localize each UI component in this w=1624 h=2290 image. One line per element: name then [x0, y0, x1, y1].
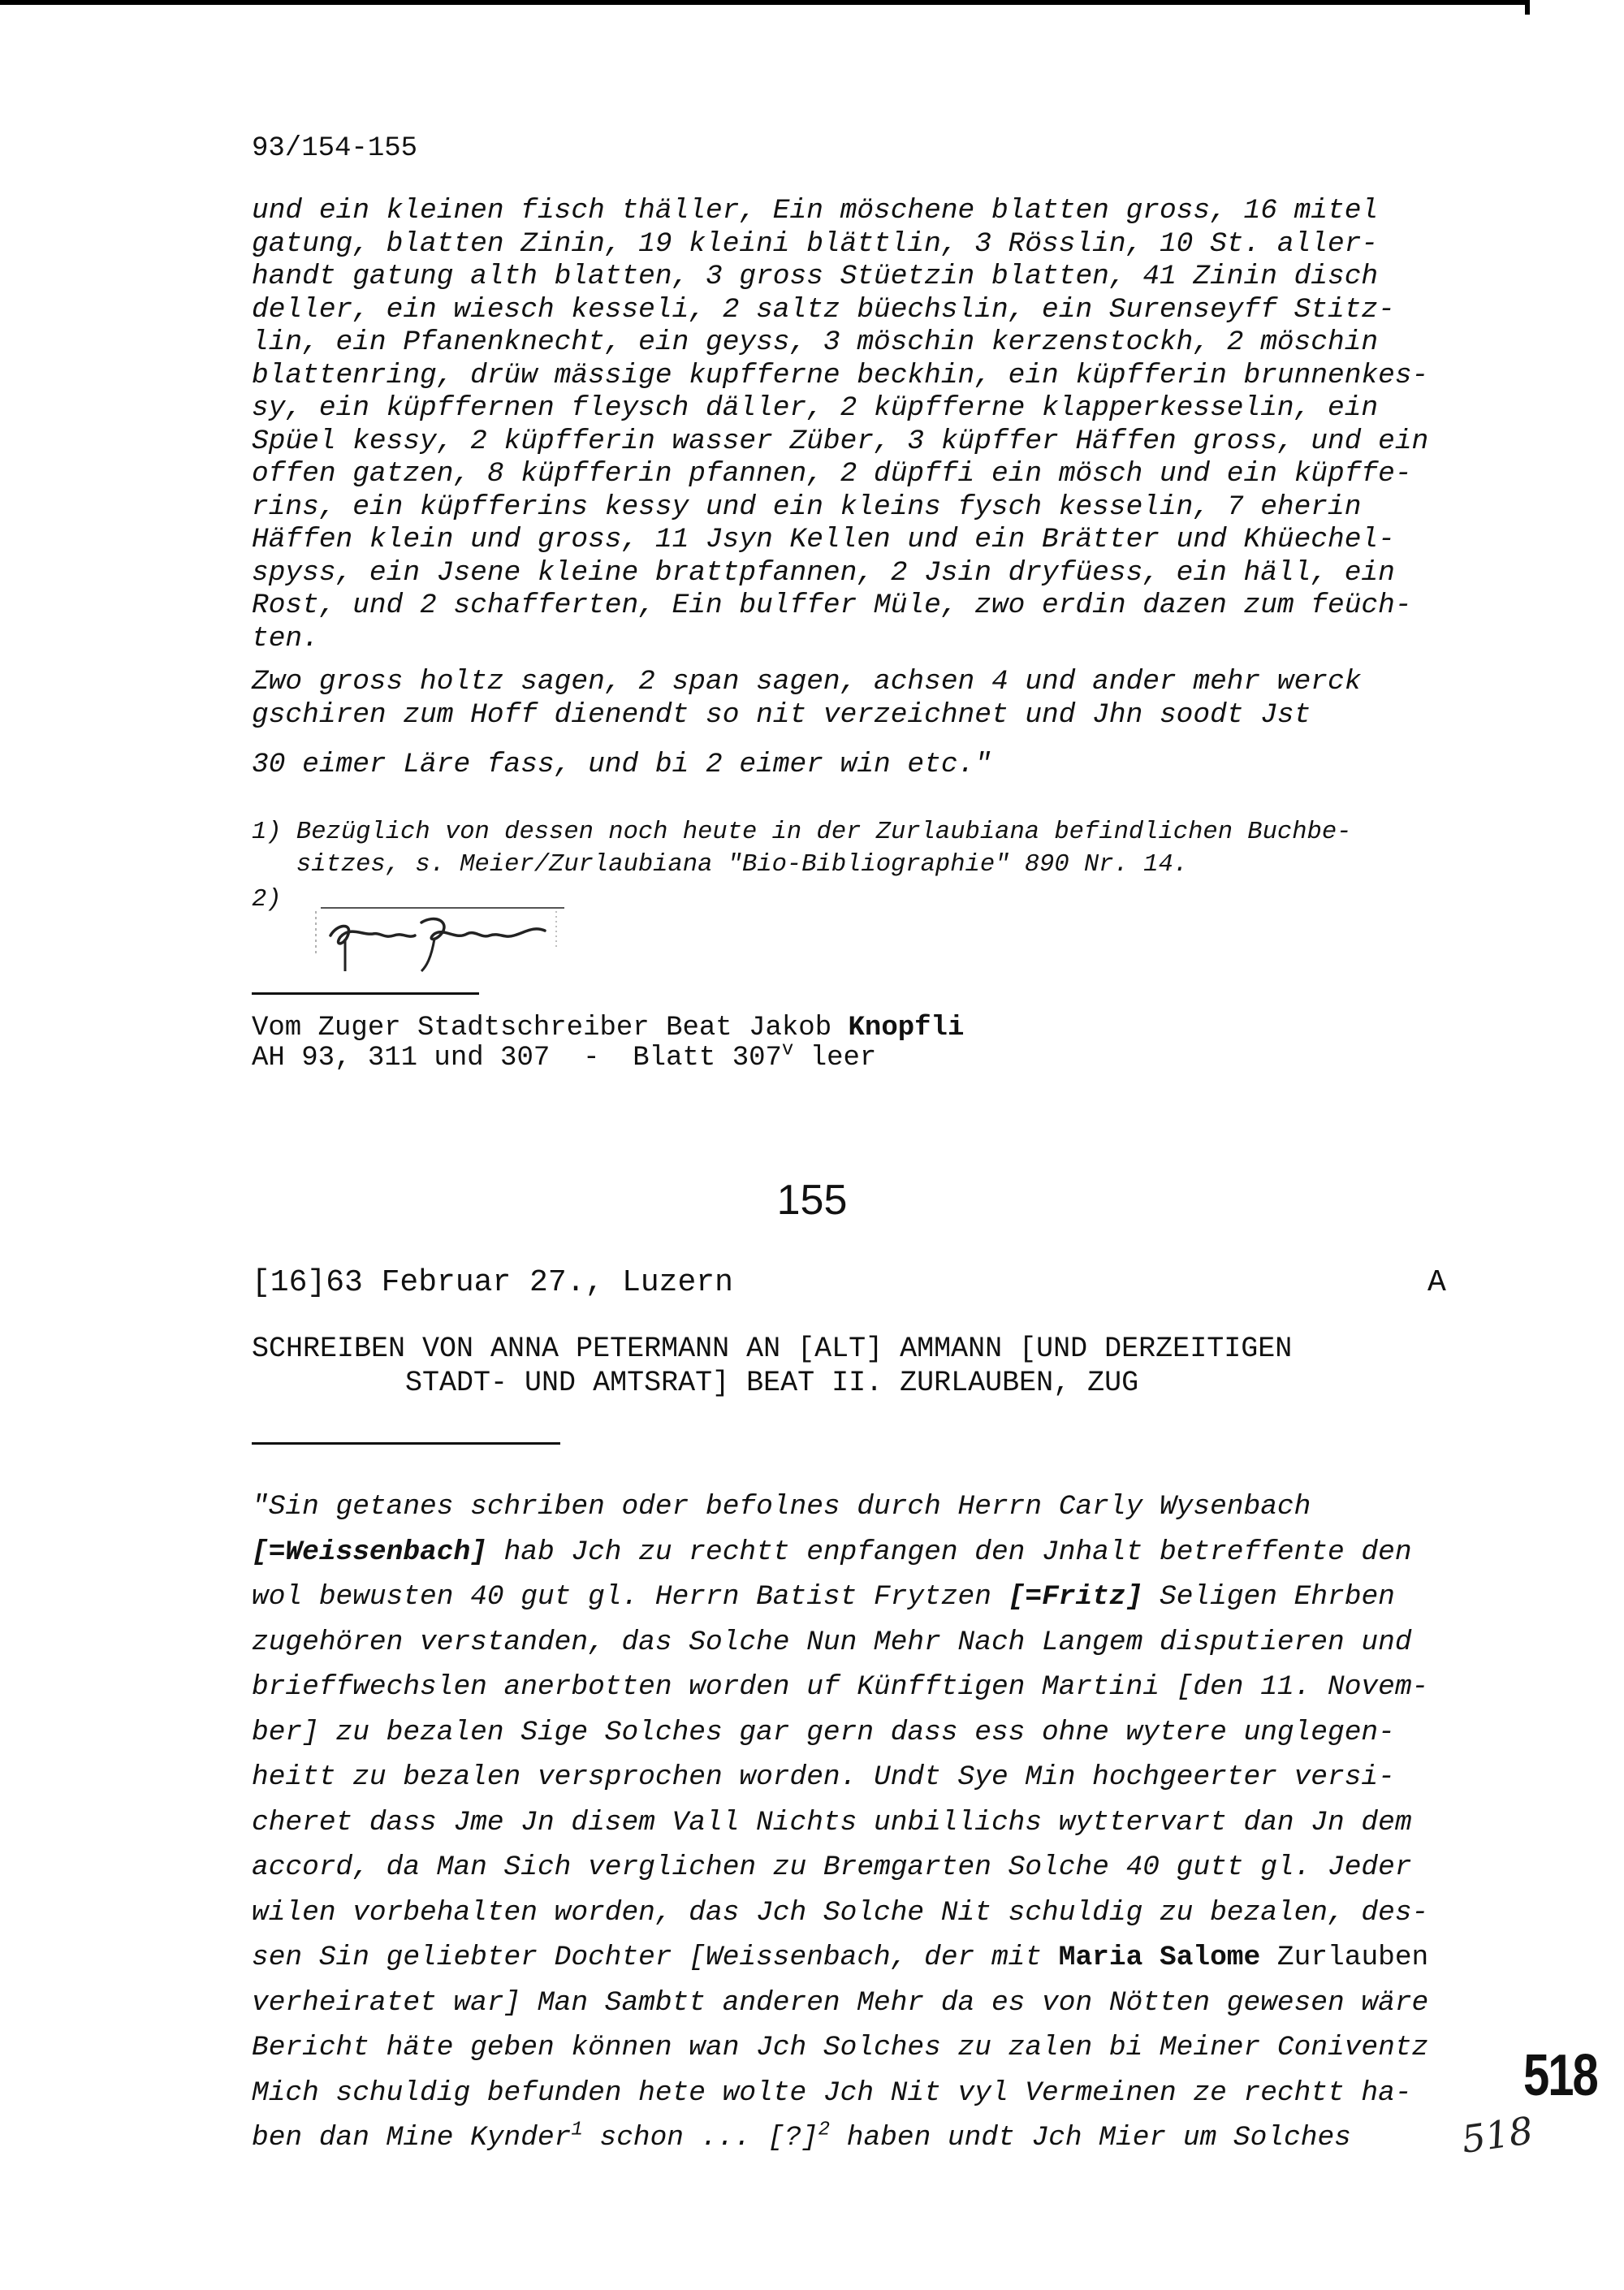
- signature-icon: [313, 893, 577, 974]
- document-category: A: [1427, 1265, 1446, 1300]
- source-bold-name: Knopfli: [848, 1013, 965, 1043]
- text-line: "Sin getanes schriben oder befolnes durch Herrn Carly Wysenbach: [252, 1491, 1311, 1523]
- section-divider: [252, 1442, 560, 1445]
- text-line: Bericht häte geben können wan Jch Solches zu zalen bi Meiner Coniventz: [252, 2032, 1429, 2063]
- document-date: [16]63 Februar 27., Luzern: [252, 1265, 733, 1300]
- inventory-paragraph-2: [252, 666, 1361, 732]
- text-fragment: ben dan Mine Kynder: [252, 2122, 572, 2154]
- corner-border-line: [1525, 0, 1530, 15]
- text-line: Rost, und 2 schafferten, Ein bulffer Müle, zwo erdin dazen zum feüch-: [252, 590, 1412, 621]
- text-line: sitzes, s. Meier/Zurlaubiana "Bio-Bibliographie" 890 Nr. 14.: [252, 851, 1189, 879]
- footnote-2-marker: 2): [252, 886, 282, 914]
- text-line: zugehören verstanden, das Solche Nun Mehr Nach Langem disputieren und: [252, 1626, 1412, 1658]
- text-line: deller, ein wiesch kesseli, 2 saltz büechslin, ein Surenseyff Stitz-: [252, 293, 1395, 326]
- text-fragment: Zurlauben: [1260, 1942, 1429, 1973]
- bold-term: Maria Salome: [1058, 1942, 1261, 1973]
- text-line: sy, ein küpffernen fleysch däller, 2 küpfferne klapperkesselin, ein: [252, 392, 1379, 424]
- text-fragment: schon ... [?]: [582, 2122, 818, 2154]
- text-line: wilen vorbehalten worden, das Jch Solche Nit schuldig zu bezalen, des-: [252, 1896, 1429, 1929]
- text-fragment: wol bewusten 40 gut gl. Herrn Batist Frytzen: [252, 1581, 1009, 1613]
- text-line: blattenring, drüw mässige kupfferne beckhin, ein küpfferin brunnenkes-: [252, 359, 1429, 391]
- verso-superscript: v: [781, 1039, 794, 1061]
- inventory-paragraph-1: [252, 195, 1428, 655]
- text-line: gatung, blatten Zinin, 19 kleini blättlin, 3 Rösslin, 10 St. aller-: [252, 227, 1379, 260]
- signature-divider: [252, 992, 479, 995]
- signature-image: [313, 893, 577, 974]
- text-line: Mich schuldig befunden hete wolte Jch Nit vyl Vermeinen ze rechtt ha-: [252, 2076, 1412, 2109]
- text-line: [252, 1581, 1395, 1613]
- letter-body: [252, 1484, 1428, 2161]
- text-line: ber] zu bezalen Sige Solches gar gern dass ess ohne wytere unglegen-: [252, 1716, 1395, 1748]
- text-line: Häffen klein und gross, 11 Jsyn Kellen und ein Brätter und Khüechel-: [252, 524, 1395, 555]
- source-text: Vom Zuger Stadtschreiber Beat Jakob: [252, 1013, 849, 1043]
- text-line: accord, da Man Sich verglichen zu Bremgarten Solche 40 gutt gl. Jeder: [252, 1851, 1412, 1883]
- document-title: SCHREIBEN VON ANNA PETERMANN AN [ALT] AMMANN [UND DERZEITIGEN STADT- UND AMTSRAT] BEAT II. ZURLAUBEN, ZUG: [252, 1333, 1293, 1399]
- footnote-1: [252, 816, 1351, 881]
- inventory-paragraph-3: 30 eimer Läre fass, und bi 2 eimer win etc.": [252, 749, 991, 780]
- top-border-line: [0, 0, 1525, 5]
- handwritten-page-number: 518: [1458, 2108, 1536, 2162]
- text-line: lin, ein Pfanenknecht, ein geyss, 3 möschin kerzenstockh, 2 möschin: [252, 326, 1379, 358]
- source-line-1: [252, 1013, 964, 1043]
- text-line: rins, ein küpfferins kessy und ein kleins fysch kesselin, 7 eherin: [252, 490, 1362, 523]
- bold-term: [=Weissenbach]: [252, 1536, 487, 1568]
- text-fragment: haben undt Jch Mier um Solches: [830, 2122, 1351, 2154]
- text-line: brieffwechslen anerbotten worden uf Künfftigen Martini [den 11. Novem-: [252, 1671, 1429, 1703]
- text-line: 1) Bezüglich von dessen noch heute in der Zurlaubiana befindlichen Buchbe-: [252, 819, 1352, 846]
- text-fragment: sen Sin geliebter Dochter [Weissenbach, der mit: [252, 1942, 1059, 1973]
- text-line: spyss, ein Jsene kleine brattpfannen, 2 Jsin dryfüess, ein häll, ein: [252, 556, 1395, 589]
- document-number: 155: [776, 1177, 848, 1224]
- text-line: [252, 1942, 1428, 1973]
- text-line: verheiratet war] Man Sambtt anderen Mehr da es von Nötten gewesen wäre: [252, 1986, 1429, 2019]
- page-stamp-number: 518: [1523, 2042, 1597, 2109]
- text-line: gschiren zum Hoff dienendt so nit verzeichnet und Jhn soodt Jst: [252, 698, 1311, 731]
- source-text: leer: [793, 1043, 877, 1074]
- footnote-ref-2: 2: [818, 2119, 831, 2141]
- bold-term: [=Fritz]: [1008, 1581, 1143, 1613]
- source-note: [252, 1013, 964, 1074]
- text-line: offen gatzen, 8 küpfferin pfannen, 2 düpffi ein mösch und ein küpffe-: [252, 458, 1412, 490]
- source-line-2: [252, 1039, 877, 1074]
- text-line: [252, 2119, 1351, 2154]
- text-line: handt gatung alth blatten, 3 gross Stüetzin blatten, 41 Zinin disch: [252, 261, 1379, 292]
- text-line: Spüel kessy, 2 küpfferin wasser Züber, 3 küpffer Häffen gross, und ein: [252, 425, 1429, 457]
- text-line: ten.: [252, 622, 319, 655]
- text-line: heitt zu bezalen versprochen worden. Undt Sye Min hochgeerter versi-: [252, 1761, 1395, 1793]
- footnote-ref-1: 1: [571, 2119, 583, 2141]
- text-line: Zwo gross holtz sagen, 2 span sagen, achsen 4 und ander mehr werck: [252, 666, 1362, 698]
- text-line: [252, 1536, 1412, 1568]
- text-fragment: Seligen Ehrben: [1142, 1581, 1395, 1613]
- text-fragment: hab Jch zu rechtt enpfangen den Jnhalt betreffente den: [486, 1536, 1412, 1568]
- source-text: AH 93, 311 und 307 - Blatt 307: [252, 1043, 782, 1074]
- text-line: cheret dass Jme Jn disem Vall Nichts unbillichs wyttervart dan Jn dem: [252, 1806, 1412, 1838]
- text-line: und ein kleinen fisch thäller, Ein möschene blatten gross, 16 mitel: [252, 195, 1379, 227]
- page-reference: 93/154-155: [252, 133, 418, 164]
